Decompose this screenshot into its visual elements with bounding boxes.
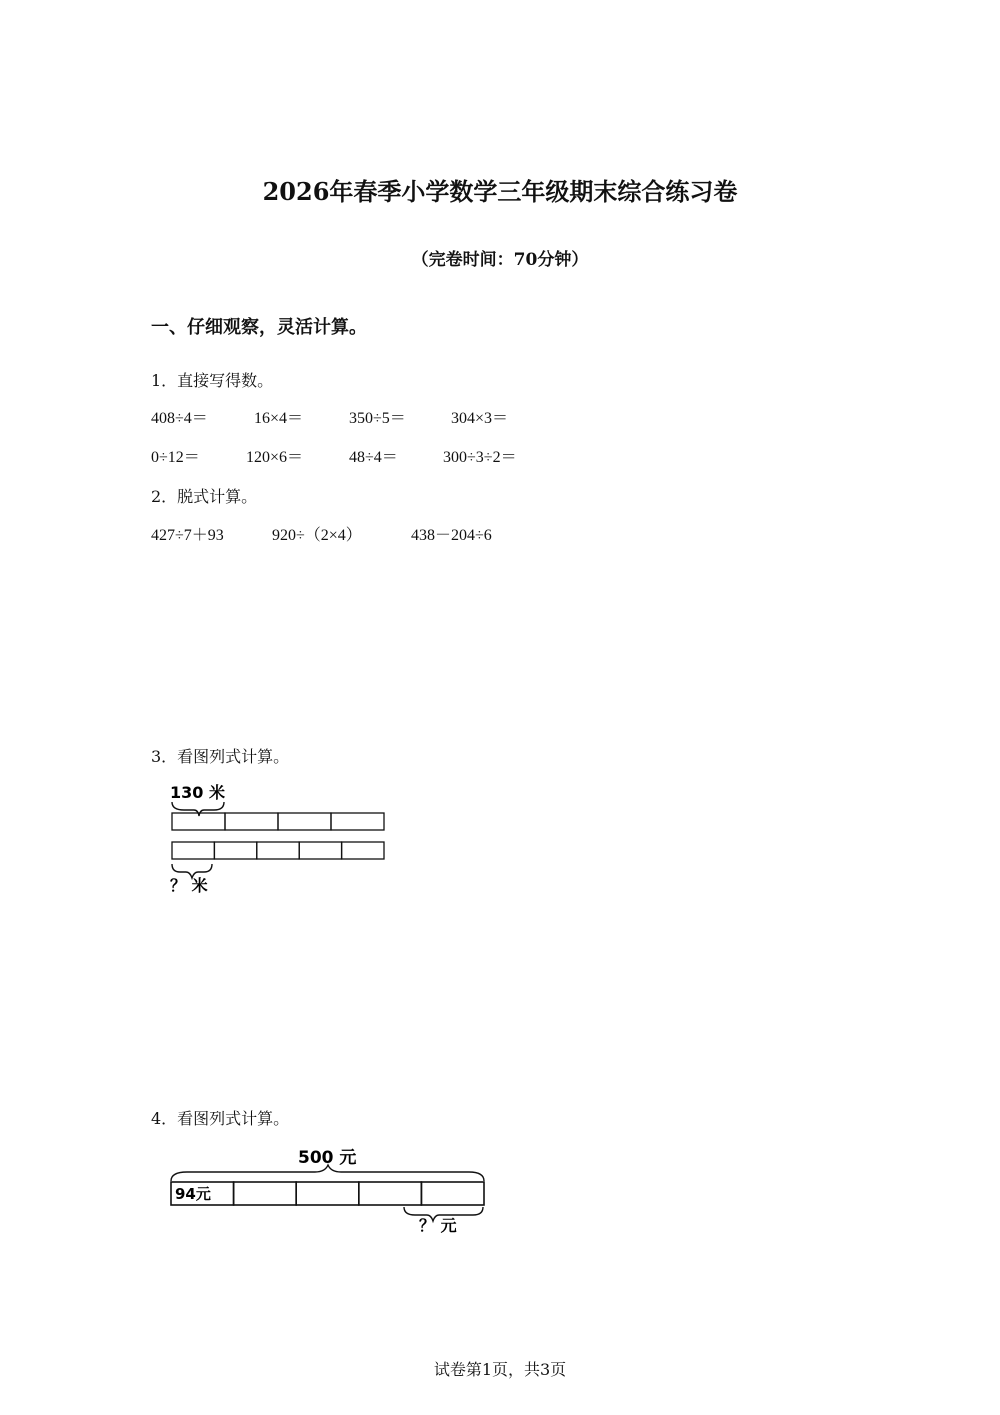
step-calc-item: 427÷7＋93 [151,527,224,544]
question-4-label: 4．看图列式计算。 [151,1109,290,1128]
q4-segment [296,1182,359,1205]
bottom-unknown-label: ？ 米 [170,876,208,895]
q3-top-segment [331,813,384,830]
exam-duration: （完卷时间：70分钟） [411,250,589,270]
question-3-label: 3．看图列式计算。 [151,747,290,766]
amount-bar [171,1182,484,1205]
top-brace [172,802,224,816]
q4-segment [359,1182,422,1205]
q3-bottom-segment [214,842,256,859]
oral-calc-item: 350÷5＝ [349,410,406,427]
step-calc-item: 920÷（2×4） [272,527,362,544]
question-1-label: 1．直接写得数。 [151,371,274,390]
section-heading: 一、仔细观察，灵活计算。 [151,317,367,338]
q3-bottom-segment [299,842,341,859]
bottom-bar [172,842,384,859]
first-part-label: 94元 [175,1185,211,1203]
q3-top-segment [278,813,331,830]
oral-calc-item: 304×3＝ [451,410,509,427]
q4-segment [421,1182,484,1205]
oral-calc-item: 0÷12＝ [151,449,200,466]
q4-segment [234,1182,297,1205]
page-footer: 试卷第1页，共3页 [433,1360,567,1379]
line-segment-diagram-q4 [165,1143,495,1238]
page-title: 2026年春季小学数学三年级期末综合练习卷 [262,177,738,206]
oral-calc-item: 300÷3÷2＝ [443,449,517,466]
oral-calc-item: 408÷4＝ [151,410,208,427]
oral-calc-item: 120×6＝ [246,449,304,466]
q3-top-segment [225,813,278,830]
top-length-label: 130 米 [170,783,225,802]
q3-bottom-segment [342,842,384,859]
q3-bottom-segment [172,842,214,859]
oral-calc-item: 48÷4＝ [349,449,398,466]
question-2-label: 2．脱式计算。 [151,487,258,506]
oral-calc-item: 16×4＝ [254,410,304,427]
top-bar [172,813,384,830]
line-segment-diagram-q3 [160,778,400,903]
total-amount-label: 500 元 [298,1148,357,1168]
q3-bottom-segment [257,842,299,859]
step-calc-item: 438－204÷6 [411,527,492,544]
unknown-amount-label: ？ 元 [419,1216,457,1235]
